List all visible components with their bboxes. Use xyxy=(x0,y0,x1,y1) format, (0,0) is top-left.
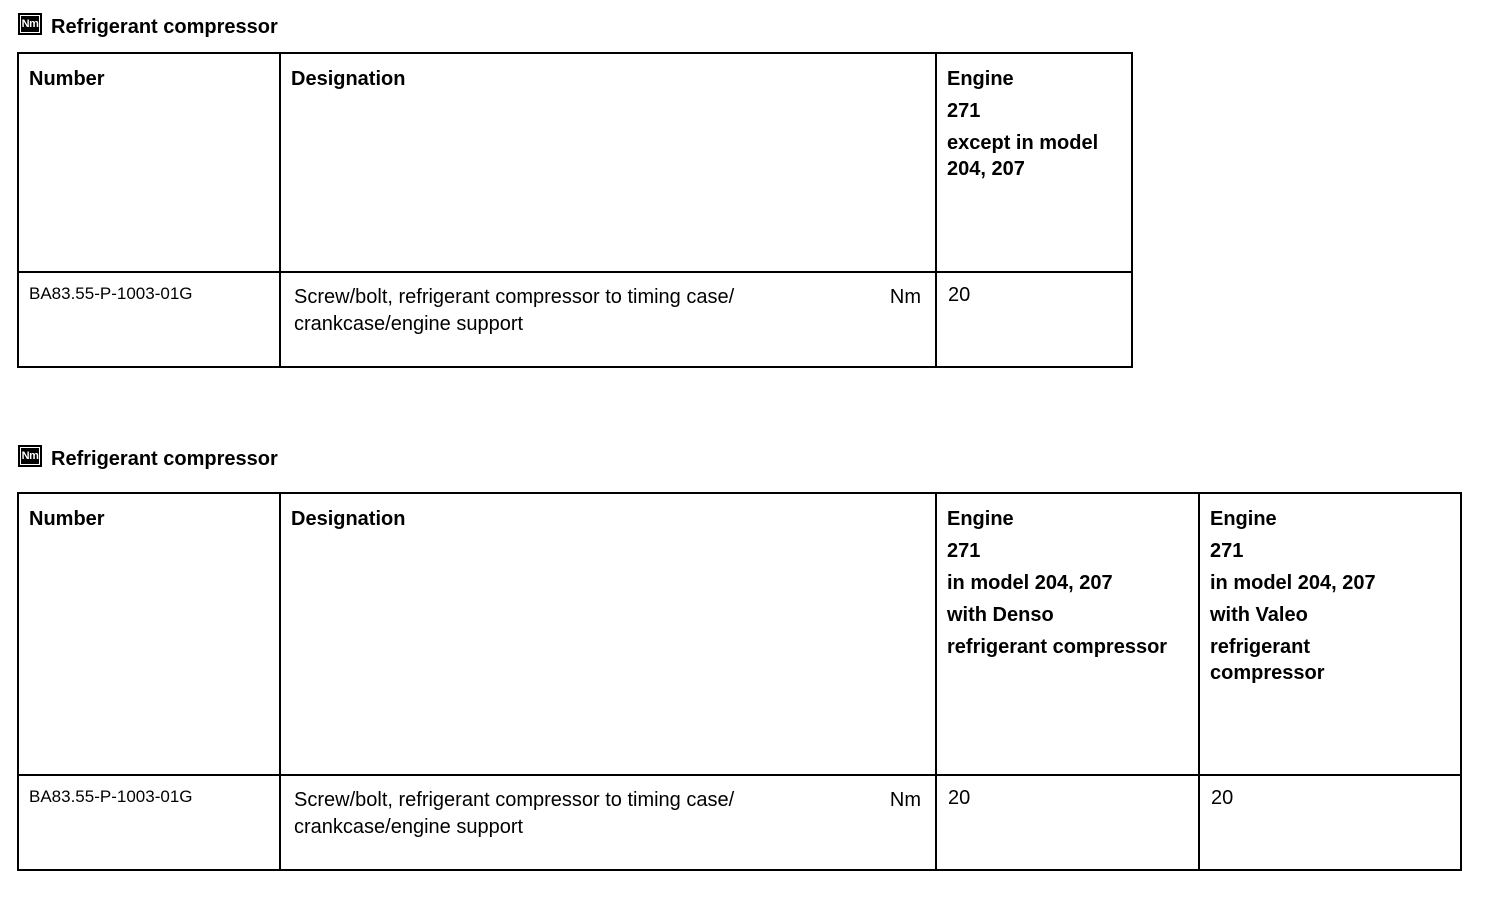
row-value-engine-1: 20 xyxy=(936,272,1132,367)
section-2-title-text: Refrigerant compressor xyxy=(51,448,278,470)
row-designation xyxy=(280,272,936,367)
torque-nm-icon: Nm xyxy=(18,445,42,467)
table-1-header-row xyxy=(18,53,1132,272)
header-designation: Designation xyxy=(280,493,936,775)
header-designation: Designation xyxy=(280,53,936,272)
header-engine-denso: Engine 271 in model 204, 207 with Denso refrigerant compressor xyxy=(936,493,1199,775)
designation-line-1: Screw/bolt, refrigerant compressor to timing case/ xyxy=(294,286,735,308)
row-value-engine-denso: 20 xyxy=(936,775,1199,870)
torque-nm-icon: Nm xyxy=(18,13,42,35)
row-value-engine-valeo: 20 xyxy=(1199,775,1461,870)
torque-table-1 xyxy=(17,52,1133,368)
row-unit: Nm xyxy=(889,789,921,811)
designation-line-2: crankcase/engine support xyxy=(294,313,524,335)
section-2-title xyxy=(18,448,278,471)
torque-table-2 xyxy=(17,492,1462,871)
header-number: Number xyxy=(18,493,280,775)
header-engine-1: Engine 271 except in model 204, 207 xyxy=(936,53,1132,272)
row-number: BA83.55-P-1003-01G xyxy=(18,775,280,870)
row-designation xyxy=(280,775,936,870)
section-1-title-text: Refrigerant compressor xyxy=(51,16,278,38)
row-unit: Nm xyxy=(889,286,921,308)
header-engine-valeo: Engine 271 in model 204, 207 with Valeo refrigerant compressor xyxy=(1199,493,1461,775)
row-number: BA83.55-P-1003-01G xyxy=(18,272,280,367)
header-number: Number xyxy=(18,53,280,272)
designation-line-1: Screw/bolt, refrigerant compressor to timing case/ xyxy=(294,789,735,811)
section-1-title xyxy=(18,16,278,39)
designation-line-2: crankcase/engine support xyxy=(294,816,524,838)
table-2-header-row xyxy=(18,493,1461,775)
table-row xyxy=(18,272,1132,367)
table-row xyxy=(18,775,1461,870)
